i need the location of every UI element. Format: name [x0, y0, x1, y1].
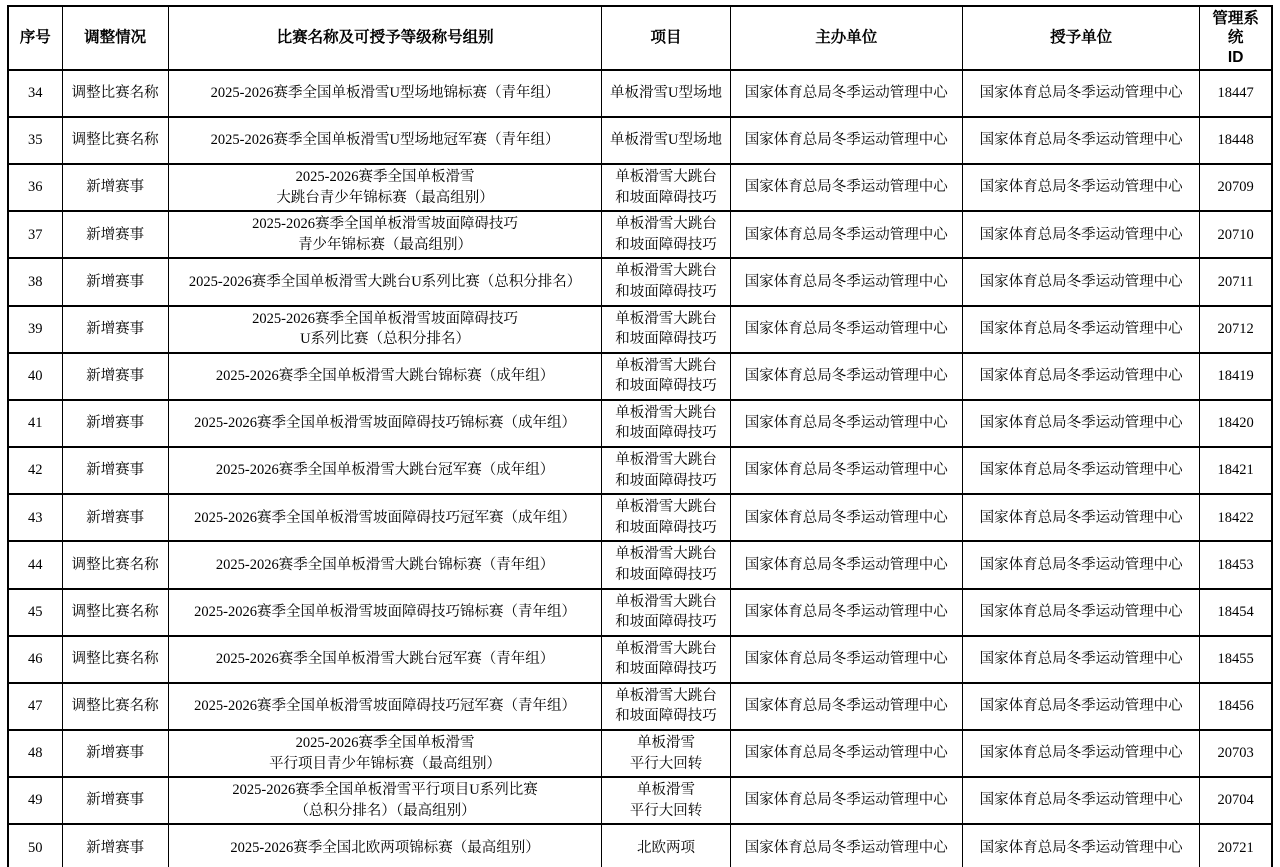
column-header-no: 序号 — [8, 6, 62, 70]
cell-status: 新增赛事 — [62, 164, 168, 211]
column-header-id: 管理系统 ID — [1200, 6, 1272, 70]
cell-no: 44 — [8, 541, 62, 588]
cell-event: 单板滑雪大跳台 和坡面障碍技巧 — [602, 353, 730, 400]
cell-id: 20711 — [1200, 258, 1272, 305]
table-header-row — [8, 6, 1272, 70]
cell-grantor: 国家体育总局冬季运动管理中心 — [962, 730, 1199, 777]
cell-no: 34 — [8, 70, 62, 117]
cell-name: 2025-2026赛季全国单板滑雪U型场地锦标赛（青年组） — [168, 70, 602, 117]
cell-id: 20712 — [1200, 306, 1272, 353]
cell-grantor: 国家体育总局冬季运动管理中心 — [962, 447, 1199, 494]
cell-no: 42 — [8, 447, 62, 494]
cell-name: 2025-2026赛季全国北欧两项锦标赛（最高组别） — [168, 824, 602, 867]
column-header-status: 调整情况 — [62, 6, 168, 70]
cell-name: 2025-2026赛季全国单板滑雪大跳台U系列比赛（总积分排名） — [168, 258, 602, 305]
cell-name: 2025-2026赛季全国单板滑雪坡面障碍技巧锦标赛（成年组） — [168, 400, 602, 447]
cell-no: 41 — [8, 400, 62, 447]
cell-event: 北欧两项 — [602, 824, 730, 867]
cell-host: 国家体育总局冬季运动管理中心 — [730, 494, 962, 541]
cell-grantor: 国家体育总局冬季运动管理中心 — [962, 164, 1199, 211]
table-row — [8, 400, 1272, 447]
cell-grantor: 国家体育总局冬季运动管理中心 — [962, 70, 1199, 117]
cell-id: 18453 — [1200, 541, 1272, 588]
cell-event: 单板滑雪大跳台 和坡面障碍技巧 — [602, 258, 730, 305]
cell-no: 40 — [8, 353, 62, 400]
cell-no: 37 — [8, 211, 62, 258]
cell-event: 单板滑雪大跳台 和坡面障碍技巧 — [602, 400, 730, 447]
table-row — [8, 730, 1272, 777]
cell-id: 18421 — [1200, 447, 1272, 494]
cell-name: 2025-2026赛季全国单板滑雪大跳台锦标赛（成年组） — [168, 353, 602, 400]
cell-id: 18448 — [1200, 117, 1272, 164]
cell-status: 新增赛事 — [62, 730, 168, 777]
cell-status: 新增赛事 — [62, 353, 168, 400]
column-header-grantor: 授予单位 — [962, 6, 1199, 70]
table-row — [8, 306, 1272, 353]
cell-event: 单板滑雪 平行大回转 — [602, 777, 730, 824]
table-row — [8, 541, 1272, 588]
cell-host: 国家体育总局冬季运动管理中心 — [730, 353, 962, 400]
cell-grantor: 国家体育总局冬季运动管理中心 — [962, 824, 1199, 867]
competition-adjustment-table — [7, 5, 1273, 867]
cell-status: 新增赛事 — [62, 400, 168, 447]
cell-name: 2025-2026赛季全国单板滑雪平行项目U系列比赛 （总积分排名）（最高组别） — [168, 777, 602, 824]
table-row — [8, 447, 1272, 494]
cell-name: 2025-2026赛季全国单板滑雪坡面障碍技巧锦标赛（青年组） — [168, 589, 602, 636]
cell-event: 单板滑雪大跳台 和坡面障碍技巧 — [602, 306, 730, 353]
cell-status: 新增赛事 — [62, 447, 168, 494]
cell-name: 2025-2026赛季全国单板滑雪坡面障碍技巧冠军赛（青年组） — [168, 683, 602, 730]
cell-host: 国家体育总局冬季运动管理中心 — [730, 70, 962, 117]
cell-host: 国家体育总局冬季运动管理中心 — [730, 683, 962, 730]
table-row — [8, 164, 1272, 211]
cell-host: 国家体育总局冬季运动管理中心 — [730, 447, 962, 494]
cell-status: 新增赛事 — [62, 306, 168, 353]
table-row — [8, 636, 1272, 683]
cell-host: 国家体育总局冬季运动管理中心 — [730, 258, 962, 305]
cell-status: 调整比赛名称 — [62, 589, 168, 636]
table-row — [8, 117, 1272, 164]
cell-id: 18420 — [1200, 400, 1272, 447]
cell-id: 18456 — [1200, 683, 1272, 730]
cell-grantor: 国家体育总局冬季运动管理中心 — [962, 400, 1199, 447]
cell-name: 2025-2026赛季全国单板滑雪坡面障碍技巧 U系列比赛（总积分排名） — [168, 306, 602, 353]
cell-name: 2025-2026赛季全国单板滑雪 大跳台青少年锦标赛（最高组别） — [168, 164, 602, 211]
cell-host: 国家体育总局冬季运动管理中心 — [730, 164, 962, 211]
cell-id: 20710 — [1200, 211, 1272, 258]
cell-event: 单板滑雪 平行大回转 — [602, 730, 730, 777]
cell-no: 46 — [8, 636, 62, 683]
cell-host: 国家体育总局冬季运动管理中心 — [730, 824, 962, 867]
cell-no: 50 — [8, 824, 62, 867]
cell-grantor: 国家体育总局冬季运动管理中心 — [962, 258, 1199, 305]
cell-host: 国家体育总局冬季运动管理中心 — [730, 400, 962, 447]
cell-id: 18454 — [1200, 589, 1272, 636]
cell-no: 48 — [8, 730, 62, 777]
cell-no: 47 — [8, 683, 62, 730]
cell-host: 国家体育总局冬季运动管理中心 — [730, 306, 962, 353]
cell-id: 20703 — [1200, 730, 1272, 777]
cell-grantor: 国家体育总局冬季运动管理中心 — [962, 683, 1199, 730]
table-row — [8, 589, 1272, 636]
table-row — [8, 777, 1272, 824]
cell-event: 单板滑雪大跳台 和坡面障碍技巧 — [602, 683, 730, 730]
cell-event: 单板滑雪大跳台 和坡面障碍技巧 — [602, 589, 730, 636]
table-row — [8, 70, 1272, 117]
cell-id: 18422 — [1200, 494, 1272, 541]
cell-id: 18447 — [1200, 70, 1272, 117]
cell-host: 国家体育总局冬季运动管理中心 — [730, 777, 962, 824]
cell-host: 国家体育总局冬季运动管理中心 — [730, 589, 962, 636]
cell-name: 2025-2026赛季全国单板滑雪U型场地冠军赛（青年组） — [168, 117, 602, 164]
cell-host: 国家体育总局冬季运动管理中心 — [730, 636, 962, 683]
cell-host: 国家体育总局冬季运动管理中心 — [730, 211, 962, 258]
cell-status: 调整比赛名称 — [62, 117, 168, 164]
cell-name: 2025-2026赛季全国单板滑雪坡面障碍技巧 青少年锦标赛（最高组别） — [168, 211, 602, 258]
column-header-host: 主办单位 — [730, 6, 962, 70]
cell-event: 单板滑雪大跳台 和坡面障碍技巧 — [602, 447, 730, 494]
cell-status: 调整比赛名称 — [62, 541, 168, 588]
cell-id: 18419 — [1200, 353, 1272, 400]
cell-event: 单板滑雪大跳台 和坡面障碍技巧 — [602, 211, 730, 258]
cell-grantor: 国家体育总局冬季运动管理中心 — [962, 589, 1199, 636]
cell-name: 2025-2026赛季全国单板滑雪坡面障碍技巧冠军赛（成年组） — [168, 494, 602, 541]
cell-event: 单板滑雪大跳台 和坡面障碍技巧 — [602, 636, 730, 683]
column-header-name: 比赛名称及可授予等级称号组别 — [168, 6, 602, 70]
cell-status: 新增赛事 — [62, 824, 168, 867]
cell-no: 43 — [8, 494, 62, 541]
cell-event: 单板滑雪大跳台 和坡面障碍技巧 — [602, 164, 730, 211]
table-row — [8, 824, 1272, 867]
cell-status: 新增赛事 — [62, 494, 168, 541]
cell-grantor: 国家体育总局冬季运动管理中心 — [962, 777, 1199, 824]
cell-host: 国家体育总局冬季运动管理中心 — [730, 541, 962, 588]
cell-event: 单板滑雪U型场地 — [602, 70, 730, 117]
table-body — [8, 70, 1272, 867]
table-row — [8, 258, 1272, 305]
cell-no: 45 — [8, 589, 62, 636]
column-header-event: 项目 — [602, 6, 730, 70]
cell-grantor: 国家体育总局冬季运动管理中心 — [962, 636, 1199, 683]
cell-status: 新增赛事 — [62, 777, 168, 824]
cell-status: 调整比赛名称 — [62, 636, 168, 683]
cell-grantor: 国家体育总局冬季运动管理中心 — [962, 541, 1199, 588]
cell-grantor: 国家体育总局冬季运动管理中心 — [962, 306, 1199, 353]
cell-status: 新增赛事 — [62, 211, 168, 258]
cell-name: 2025-2026赛季全国单板滑雪大跳台冠军赛（成年组） — [168, 447, 602, 494]
table-row — [8, 211, 1272, 258]
table-row — [8, 494, 1272, 541]
cell-no: 38 — [8, 258, 62, 305]
cell-event: 单板滑雪大跳台 和坡面障碍技巧 — [602, 494, 730, 541]
cell-name: 2025-2026赛季全国单板滑雪大跳台锦标赛（青年组） — [168, 541, 602, 588]
cell-event: 单板滑雪大跳台 和坡面障碍技巧 — [602, 541, 730, 588]
cell-no: 49 — [8, 777, 62, 824]
cell-grantor: 国家体育总局冬季运动管理中心 — [962, 353, 1199, 400]
cell-host: 国家体育总局冬季运动管理中心 — [730, 117, 962, 164]
table-row — [8, 683, 1272, 730]
cell-status: 新增赛事 — [62, 258, 168, 305]
cell-host: 国家体育总局冬季运动管理中心 — [730, 730, 962, 777]
table-row — [8, 353, 1272, 400]
cell-grantor: 国家体育总局冬季运动管理中心 — [962, 211, 1199, 258]
cell-id: 18455 — [1200, 636, 1272, 683]
cell-status: 调整比赛名称 — [62, 683, 168, 730]
cell-no: 36 — [8, 164, 62, 211]
cell-no: 39 — [8, 306, 62, 353]
cell-event: 单板滑雪U型场地 — [602, 117, 730, 164]
cell-name: 2025-2026赛季全国单板滑雪 平行项目青少年锦标赛（最高组别） — [168, 730, 602, 777]
cell-no: 35 — [8, 117, 62, 164]
cell-grantor: 国家体育总局冬季运动管理中心 — [962, 494, 1199, 541]
cell-id: 20721 — [1200, 824, 1272, 867]
cell-id: 20709 — [1200, 164, 1272, 211]
cell-id: 20704 — [1200, 777, 1272, 824]
cell-status: 调整比赛名称 — [62, 70, 168, 117]
cell-name: 2025-2026赛季全国单板滑雪大跳台冠军赛（青年组） — [168, 636, 602, 683]
cell-grantor: 国家体育总局冬季运动管理中心 — [962, 117, 1199, 164]
